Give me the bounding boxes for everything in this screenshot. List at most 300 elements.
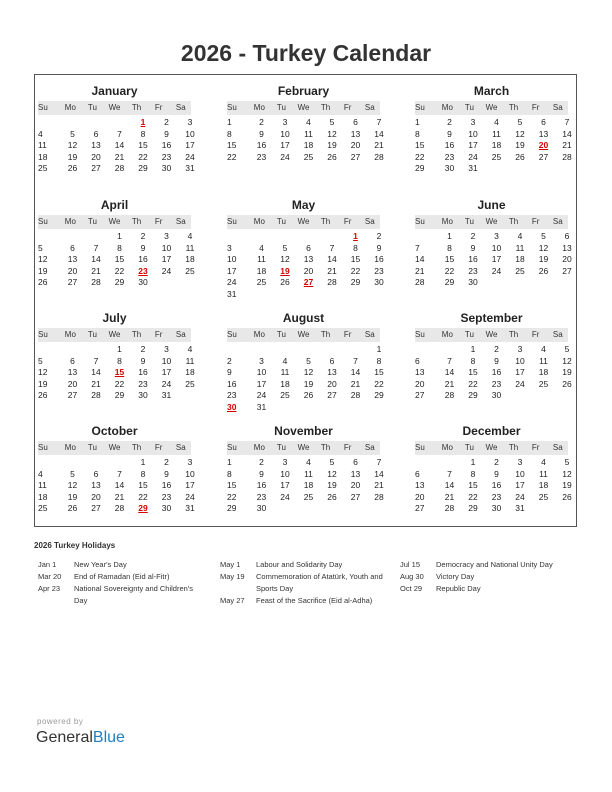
day-cell: 19 xyxy=(562,480,572,490)
day-cell: 18 xyxy=(256,265,267,276)
day-cell: 24 xyxy=(185,491,195,502)
weekday-label: Mo xyxy=(441,443,453,452)
weekday-label: Tu xyxy=(464,330,474,339)
day-cell: 9 xyxy=(376,242,382,253)
day-cell: 26 xyxy=(515,151,525,162)
month-name: March xyxy=(473,84,510,98)
day-cell: 5 xyxy=(70,128,75,139)
brand-logo[interactable] xyxy=(36,729,125,747)
day-cell: 15 xyxy=(138,140,148,150)
holiday-item xyxy=(220,595,395,607)
day-cell: 20 xyxy=(350,480,361,490)
weekday-label: Th xyxy=(508,443,519,452)
month-name: May xyxy=(291,198,316,212)
empty-day-cell xyxy=(415,457,437,469)
day-cell: 15 xyxy=(374,367,384,377)
day-cell: 9 xyxy=(494,355,499,366)
day-cell: 19 xyxy=(303,378,314,389)
day-cell: 29 xyxy=(444,277,455,287)
day-cell: 25 xyxy=(185,378,195,389)
day-cell: 22 xyxy=(415,151,425,162)
empty-day-cell xyxy=(38,231,60,243)
day-cell: 2 xyxy=(140,344,146,354)
weekday-label: Fr xyxy=(343,443,352,452)
empty-day-cell xyxy=(62,344,84,356)
day-cell: 13 xyxy=(350,468,361,479)
day-cell: 16 xyxy=(468,254,478,264)
month-august xyxy=(227,309,384,413)
weekday-label: Fr xyxy=(154,330,163,339)
day-cell: 2 xyxy=(164,117,169,127)
day-cell: 22 xyxy=(374,378,384,389)
day-cell: 8 xyxy=(117,355,122,366)
day-cell: 6 xyxy=(564,231,570,241)
holiday-item xyxy=(400,559,575,571)
day-cell: 20 xyxy=(67,265,78,276)
day-cell: 12 xyxy=(538,242,549,253)
holiday-name: Democracy and National Unity Day xyxy=(436,560,553,569)
holiday-name: National Sovereignty and Children's Day xyxy=(74,584,194,605)
month-january xyxy=(38,82,195,175)
day-cell: 27 xyxy=(415,503,425,513)
day-cell: 26 xyxy=(327,491,337,502)
empty-day-cell xyxy=(227,231,249,243)
day-cell: 17 xyxy=(161,254,172,264)
empty-day-cell xyxy=(62,117,84,129)
weekday-label: Sa xyxy=(552,330,563,339)
day-cell: 13 xyxy=(91,140,101,150)
day-cell: 24 xyxy=(491,265,502,276)
day-cell: 3 xyxy=(164,231,169,241)
holiday-column xyxy=(38,559,203,607)
day-cell: 29 xyxy=(114,277,125,287)
day-cell: 27 xyxy=(67,277,78,287)
day-cell: 27 xyxy=(91,503,101,513)
day-cell: 30 xyxy=(138,390,148,400)
day-cell: 19 xyxy=(67,151,78,162)
day-cell: 16 xyxy=(227,378,237,389)
day-cell: 18 xyxy=(303,140,314,150)
day-cell: 18 xyxy=(185,367,195,377)
day-cell: 28 xyxy=(114,163,125,173)
day-cell: 4 xyxy=(187,231,193,241)
empty-day-cell xyxy=(109,457,131,469)
empty-day-cell xyxy=(415,231,437,243)
day-grid xyxy=(38,231,195,289)
day-cell: 28 xyxy=(114,503,125,513)
day-cell: 25 xyxy=(256,277,267,287)
day-cell: 9 xyxy=(447,128,452,139)
day-cell: 7 xyxy=(415,242,420,253)
holiday-date: Jul 15 xyxy=(400,560,421,569)
holiday-item xyxy=(220,559,395,571)
holiday-day-cell: 1 xyxy=(140,117,146,127)
day-cell: 28 xyxy=(374,151,384,162)
weekday-label: Sa xyxy=(175,443,186,452)
holiday-item xyxy=(38,571,203,583)
day-cell: 22 xyxy=(227,491,237,502)
empty-day-cell xyxy=(38,117,60,129)
day-cell: 16 xyxy=(256,480,267,490)
day-cell: 7 xyxy=(117,128,122,139)
day-cell: 21 xyxy=(327,265,337,276)
day-cell: 3 xyxy=(227,242,232,253)
day-cell: 5 xyxy=(38,242,43,253)
weekday-header xyxy=(227,441,380,455)
empty-day-cell xyxy=(85,344,107,356)
day-cell: 31 xyxy=(515,503,525,513)
day-cell: 28 xyxy=(350,390,361,400)
day-cell: 12 xyxy=(562,355,572,366)
weekday-label: Tu xyxy=(464,103,474,112)
day-cell: 2 xyxy=(140,231,146,241)
weekday-label: Su xyxy=(415,103,425,112)
holiday-name: Republic Day xyxy=(436,584,481,593)
holiday-day-cell: 30 xyxy=(227,401,237,412)
day-cell: 19 xyxy=(327,140,337,150)
day-cell: 6 xyxy=(541,117,546,127)
day-cell: 17 xyxy=(280,140,290,150)
weekday-label: We xyxy=(485,443,498,452)
day-cell: 11 xyxy=(38,480,47,490)
day-cell: 31 xyxy=(227,288,237,299)
day-cell: 9 xyxy=(140,355,146,366)
day-cell: 22 xyxy=(444,265,455,276)
day-cell: 12 xyxy=(67,480,78,490)
day-cell: 10 xyxy=(185,468,195,479)
holiday-date: Aug 30 xyxy=(400,572,424,581)
empty-day-cell xyxy=(345,344,367,356)
day-cell: 24 xyxy=(161,378,172,389)
empty-day-cell xyxy=(439,344,461,356)
day-cell: 6 xyxy=(415,355,420,366)
day-cell: 3 xyxy=(259,355,264,366)
day-cell: 31 xyxy=(256,401,267,412)
weekday-label: Su xyxy=(38,330,48,339)
day-cell: 24 xyxy=(515,378,525,389)
day-cell: 28 xyxy=(91,390,101,400)
day-cell: 4 xyxy=(541,457,546,467)
holiday-name: Feast of the Sacrifice (Eid al-Adha) xyxy=(256,596,373,605)
weekday-header xyxy=(38,441,191,455)
day-cell: 4 xyxy=(541,344,546,354)
day-cell: 6 xyxy=(93,128,99,139)
day-cell: 20 xyxy=(350,140,361,150)
day-cell: 23 xyxy=(227,390,237,400)
day-cell: 3 xyxy=(164,344,169,354)
day-cell: 17 xyxy=(515,480,525,490)
day-cell: 2 xyxy=(259,457,264,467)
day-cell: 23 xyxy=(374,265,384,276)
day-cell: 4 xyxy=(259,242,264,253)
day-cell: 18 xyxy=(38,151,48,162)
day-cell: 19 xyxy=(538,254,549,264)
day-cell: 24 xyxy=(280,491,290,502)
day-cell: 15 xyxy=(114,254,125,264)
day-cell: 1 xyxy=(227,117,232,127)
weekday-label: Fr xyxy=(343,103,352,112)
day-cell: 26 xyxy=(538,265,549,276)
day-cell: 7 xyxy=(93,242,99,253)
weekday-label: Sa xyxy=(175,103,186,112)
day-cell: 13 xyxy=(327,367,337,377)
day-cell: 10 xyxy=(280,128,290,139)
day-cell: 4 xyxy=(282,355,288,366)
weekday-label: Su xyxy=(227,217,237,226)
day-grid xyxy=(38,117,195,175)
day-cell: 13 xyxy=(538,128,549,139)
day-cell: 2 xyxy=(164,457,169,467)
day-cell: 14 xyxy=(91,367,101,377)
day-cell: 27 xyxy=(415,390,425,400)
day-cell: 7 xyxy=(376,457,382,467)
day-cell: 21 xyxy=(374,140,384,150)
day-cell: 22 xyxy=(138,151,148,162)
day-cell: 22 xyxy=(138,491,148,502)
day-cell: 3 xyxy=(187,117,193,127)
day-cell: 21 xyxy=(374,480,384,490)
day-cell: 29 xyxy=(468,503,478,513)
empty-day-cell xyxy=(62,457,84,469)
month-february xyxy=(227,82,384,163)
day-cell: 8 xyxy=(140,468,146,479)
day-cell: 15 xyxy=(227,140,237,150)
day-cell: 2 xyxy=(376,231,382,241)
day-cell: 8 xyxy=(140,128,146,139)
month-march xyxy=(415,82,572,175)
day-cell: 17 xyxy=(256,378,267,389)
day-cell: 21 xyxy=(415,265,425,276)
month-july xyxy=(38,309,195,402)
day-cell: 30 xyxy=(374,277,384,287)
weekday-label: We xyxy=(485,217,498,226)
day-cell: 28 xyxy=(444,390,455,400)
day-cell: 13 xyxy=(91,480,101,490)
weekday-header xyxy=(227,101,380,115)
day-cell: 13 xyxy=(350,128,361,139)
day-cell: 6 xyxy=(353,117,358,127)
day-cell: 29 xyxy=(415,163,425,173)
day-cell: 10 xyxy=(227,254,237,264)
day-cell: 6 xyxy=(353,457,358,467)
weekday-label: Fr xyxy=(531,330,540,339)
month-name: February xyxy=(277,84,330,98)
day-cell: 21 xyxy=(91,378,101,389)
day-cell: 19 xyxy=(38,378,48,389)
day-cell: 2 xyxy=(259,117,264,127)
day-cell: 12 xyxy=(38,367,48,377)
weekday-label: Su xyxy=(227,443,237,452)
holiday-day-cell: 23 xyxy=(138,265,148,276)
empty-day-cell xyxy=(298,344,320,356)
day-cell: 25 xyxy=(491,151,502,162)
empty-day-cell xyxy=(85,117,107,129)
weekday-label: Tu xyxy=(464,443,474,452)
month-april xyxy=(38,196,195,289)
weekday-label: Tu xyxy=(87,443,97,452)
empty-day-cell xyxy=(274,231,296,243)
day-cell: 22 xyxy=(114,378,125,389)
holiday-item xyxy=(220,571,395,595)
weekday-label: Fr xyxy=(531,443,540,452)
day-cell: 16 xyxy=(374,254,384,264)
month-name: November xyxy=(274,424,333,438)
weekday-label: Sa xyxy=(175,217,186,226)
day-cell: 26 xyxy=(67,503,78,513)
month-name: October xyxy=(91,424,138,438)
weekday-label: Th xyxy=(320,330,331,339)
month-october xyxy=(38,422,195,515)
weekday-header xyxy=(38,328,191,342)
day-cell: 11 xyxy=(304,468,313,479)
empty-day-cell xyxy=(439,457,461,469)
weekday-label: Mo xyxy=(253,217,265,226)
holiday-name: Labour and Solidarity Day xyxy=(256,560,343,569)
weekday-label: Tu xyxy=(87,103,97,112)
day-cell: 9 xyxy=(494,468,499,479)
day-cell: 31 xyxy=(185,163,195,173)
day-cell: 26 xyxy=(303,390,314,400)
day-cell: 2 xyxy=(227,355,232,366)
weekday-label: Mo xyxy=(64,217,76,226)
day-cell: 4 xyxy=(187,344,193,354)
day-cell: 5 xyxy=(282,242,288,253)
day-cell: 20 xyxy=(327,378,337,389)
day-cell: 16 xyxy=(138,254,148,264)
day-grid xyxy=(415,117,572,175)
day-cell: 18 xyxy=(303,480,314,490)
day-cell: 14 xyxy=(562,128,572,139)
day-grid xyxy=(415,457,572,515)
day-cell: 25 xyxy=(538,378,549,389)
day-cell: 5 xyxy=(70,468,75,479)
day-cell: 2 xyxy=(447,117,452,127)
day-cell: 14 xyxy=(374,468,384,479)
day-cell: 2 xyxy=(494,457,499,467)
day-cell: 25 xyxy=(303,151,314,162)
day-cell: 22 xyxy=(468,491,478,502)
day-cell: 23 xyxy=(256,491,267,502)
day-cell: 11 xyxy=(280,367,290,377)
day-cell: 24 xyxy=(280,151,290,162)
day-cell: 13 xyxy=(415,480,425,490)
day-cell: 25 xyxy=(280,390,290,400)
day-cell: 22 xyxy=(227,151,237,162)
day-cell: 28 xyxy=(444,503,455,513)
day-cell: 22 xyxy=(114,265,125,276)
day-cell: 23 xyxy=(138,378,148,389)
weekday-header xyxy=(415,441,568,455)
empty-day-cell xyxy=(415,344,437,356)
empty-day-cell xyxy=(227,344,249,356)
weekday-label: We xyxy=(297,443,310,452)
weekday-label: Tu xyxy=(276,217,286,226)
month-may xyxy=(227,196,384,300)
empty-day-cell xyxy=(109,117,131,129)
day-cell: 30 xyxy=(444,163,455,173)
day-cell: 17 xyxy=(515,367,525,377)
weekday-label: We xyxy=(485,103,498,112)
day-cell: 4 xyxy=(306,457,311,467)
day-cell: 17 xyxy=(491,254,502,264)
day-cell: 18 xyxy=(280,378,290,389)
weekday-label: Th xyxy=(131,443,142,452)
day-cell: 14 xyxy=(374,128,384,139)
day-cell: 28 xyxy=(91,277,101,287)
weekday-label: Mo xyxy=(253,103,265,112)
day-cell: 27 xyxy=(327,390,337,400)
month-september xyxy=(415,309,572,402)
empty-day-cell xyxy=(38,457,60,469)
day-cell: 10 xyxy=(515,355,525,366)
weekday-label: Su xyxy=(38,217,48,226)
weekday-label: Su xyxy=(38,103,48,112)
month-name: July xyxy=(102,311,127,325)
day-cell: 10 xyxy=(185,128,195,139)
day-cell: 25 xyxy=(303,491,314,502)
day-cell: 12 xyxy=(303,367,314,377)
day-cell: 17 xyxy=(161,367,172,377)
weekday-label: We xyxy=(297,217,310,226)
weekday-label: Sa xyxy=(364,443,375,452)
weekday-label: Tu xyxy=(276,330,286,339)
day-cell: 19 xyxy=(562,367,572,377)
day-cell: 21 xyxy=(562,140,572,150)
weekday-label: We xyxy=(108,330,121,339)
day-cell: 27 xyxy=(350,491,361,502)
holiday-item xyxy=(38,583,203,607)
day-cell: 23 xyxy=(161,151,172,162)
month-june xyxy=(415,196,572,289)
day-cell: 21 xyxy=(350,378,361,389)
weekday-label: Fr xyxy=(343,217,352,226)
month-name: April xyxy=(100,198,129,212)
day-cell: 5 xyxy=(517,117,523,127)
day-cell: 11 xyxy=(515,242,525,253)
weekday-header xyxy=(415,328,568,342)
day-cell: 8 xyxy=(227,128,232,139)
day-cell: 6 xyxy=(70,355,75,366)
day-cell: 22 xyxy=(350,265,361,276)
weekday-label: Su xyxy=(415,217,425,226)
day-cell: 6 xyxy=(70,242,75,253)
day-cell: 17 xyxy=(227,265,237,276)
day-cell: 15 xyxy=(444,254,455,264)
day-cell: 15 xyxy=(227,480,237,490)
day-cell: 20 xyxy=(415,378,425,389)
day-cell: 18 xyxy=(515,254,525,264)
day-cell: 19 xyxy=(515,140,525,150)
day-cell: 14 xyxy=(415,254,425,264)
day-cell: 9 xyxy=(164,128,169,139)
weekday-label: Su xyxy=(38,443,48,452)
day-cell: 19 xyxy=(327,480,337,490)
weekday-label: Th xyxy=(320,443,331,452)
weekday-label: Fr xyxy=(531,217,540,226)
day-cell: 18 xyxy=(538,367,549,377)
day-cell: 17 xyxy=(468,140,478,150)
day-cell: 28 xyxy=(327,277,337,287)
day-cell: 12 xyxy=(327,128,337,139)
holiday-date: Mar 20 xyxy=(38,572,62,581)
day-cell: 8 xyxy=(470,468,476,479)
day-cell: 10 xyxy=(468,128,478,139)
day-cell: 17 xyxy=(185,480,195,490)
day-grid xyxy=(227,344,384,413)
holiday-name: End of Ramadan (Eid al-Fitr) xyxy=(74,572,170,581)
day-cell: 25 xyxy=(538,491,549,502)
day-cell: 1 xyxy=(227,457,232,467)
